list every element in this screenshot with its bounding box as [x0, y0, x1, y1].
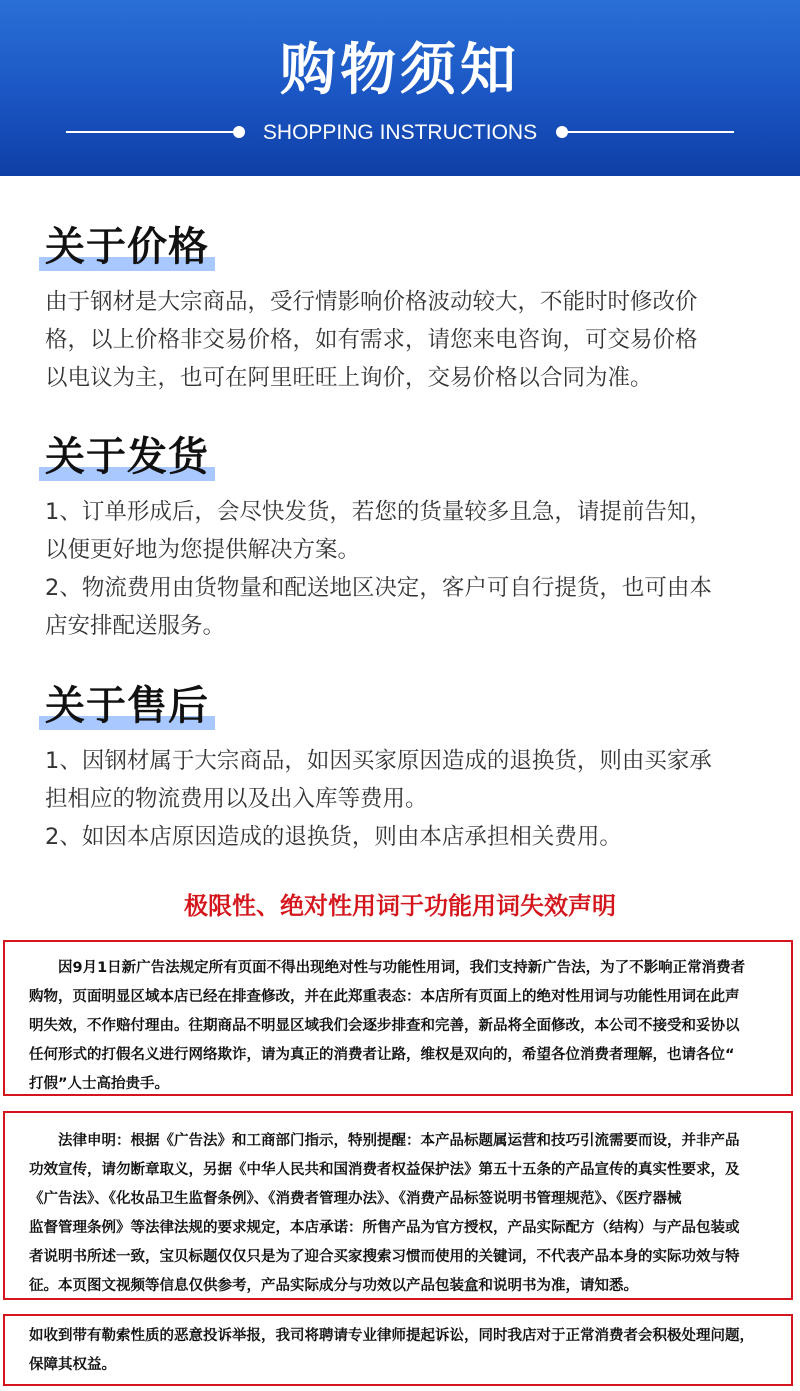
section-price	[45, 219, 765, 397]
section-text-line: 格，以上价格非交易价格，如有需求，请您来电咨询，可交易价格	[45, 327, 698, 353]
notice-line: 功效宣传，请勿断章取义，另据《中华人民共和国消费者权益保护法》第五十五条的产品宣传的真实性要求，及	[29, 1162, 740, 1178]
section-heading-wrap	[45, 219, 209, 275]
section-text-line: 以便更好地为您提供解决方案。	[45, 537, 361, 563]
section-text-line: 由于钢材是大宗商品，受行情影响价格波动较大，不能时时修改价	[45, 289, 698, 315]
notice-line: 保障其权益。	[29, 1357, 116, 1373]
notice-box-legal	[3, 1111, 793, 1300]
section-heading: 关于发货	[45, 434, 209, 480]
notice-line: 《广告法》、《化妆品卫生监督条例》、《消费者管理办法》、《消费产品标签说明书管理规范》、《医疗器械	[29, 1191, 682, 1207]
section-text-line: 以电议为主，也可在阿里旺旺上询价，交易价格以合同为准。	[45, 365, 653, 391]
page-subtitle: SHOPPING INSTRUCTIONS	[262, 121, 538, 144]
section-shipping	[45, 429, 765, 645]
section-text-line: 担相应的物流费用以及出入库等费用。	[45, 786, 428, 812]
notice-line: 者说明书所述一致，宝贝标题仅仅只是为了迎合买家搜索习惯而使用的关键词，不代表产品本身的实际功效与特	[29, 1249, 740, 1265]
section-after-sales	[45, 678, 765, 856]
section-text-line: 1、订单形成后，会尽快发货，若您的货量较多且急，请提前告知，	[45, 499, 712, 525]
section-text-line: 1、因钢材属于大宗商品，如因买家原因造成的退换货，则由买家承	[45, 748, 712, 774]
notice-line: 如收到带有勒索性质的恶意投诉举报，我司将聘请专业律师提起诉讼，同时我店对于正常消费者会积极处理问题，	[29, 1328, 754, 1344]
section-heading: 关于价格	[45, 224, 209, 270]
notice-line: 征。本页图文视频等信息仅供参考，产品实际成分与功效以产品包装盒和说明书为准，请知悉。	[29, 1278, 638, 1294]
section-text-line: 店安排配送服务。	[45, 613, 226, 639]
section-heading-wrap	[45, 678, 209, 734]
divider-dot-left	[233, 126, 245, 138]
notice-line: 监督管理条例》等法律法规的要求规定，本店承诺：所售产品为官方授权，产品实际配方（结构）与产品包装或	[29, 1220, 740, 1236]
notice-box-ad-law	[3, 940, 793, 1096]
notice-line: 明失效，不作赔付理由。往期商品不明显区域我们会逐步排查和完善，新品将全面修改，本公司不接受和妥协以	[29, 1018, 740, 1034]
notice-line: 购物，页面明显区域本店已经在排查修改，并在此郑重表态：本店所有页面上的绝对性用词与功能性用词在此声	[29, 989, 740, 1005]
section-heading-wrap	[45, 429, 209, 485]
section-text-line: 2、物流费用由货物量和配送地区决定，客户可自行提货，也可由本	[45, 575, 712, 601]
divider-line-left	[66, 131, 238, 133]
notice-line: 打假”人士高抬贵手。	[29, 1076, 170, 1092]
notice-line: 法律申明：根据《广告法》和工商部门指示，特别提醒：本产品标题属运营和技巧引流需要而设，并非产品	[58, 1133, 740, 1149]
page-title: 购物须知	[280, 38, 520, 103]
header-banner	[0, 0, 800, 176]
section-text-line: 2、如因本店原因造成的退换货，则由本店承担相关费用。	[45, 824, 622, 850]
section-heading: 关于售后	[45, 683, 209, 729]
disclaimer-title: 极限性、绝对性用词于功能用词失效声明	[184, 892, 616, 920]
notice-box-complaint	[3, 1314, 793, 1386]
notice-line: 因9月1日新广告法规定所有页面不得出现绝对性与功能性用词，我们支持新广告法，为了不影响正常消费者	[58, 960, 746, 976]
notice-line: 任何形式的打假名义进行网络欺诈，请为真正的消费者让路，维权是双向的，希望各位消费者理解，也请各位“	[29, 1047, 735, 1063]
divider-line-right	[562, 131, 734, 133]
